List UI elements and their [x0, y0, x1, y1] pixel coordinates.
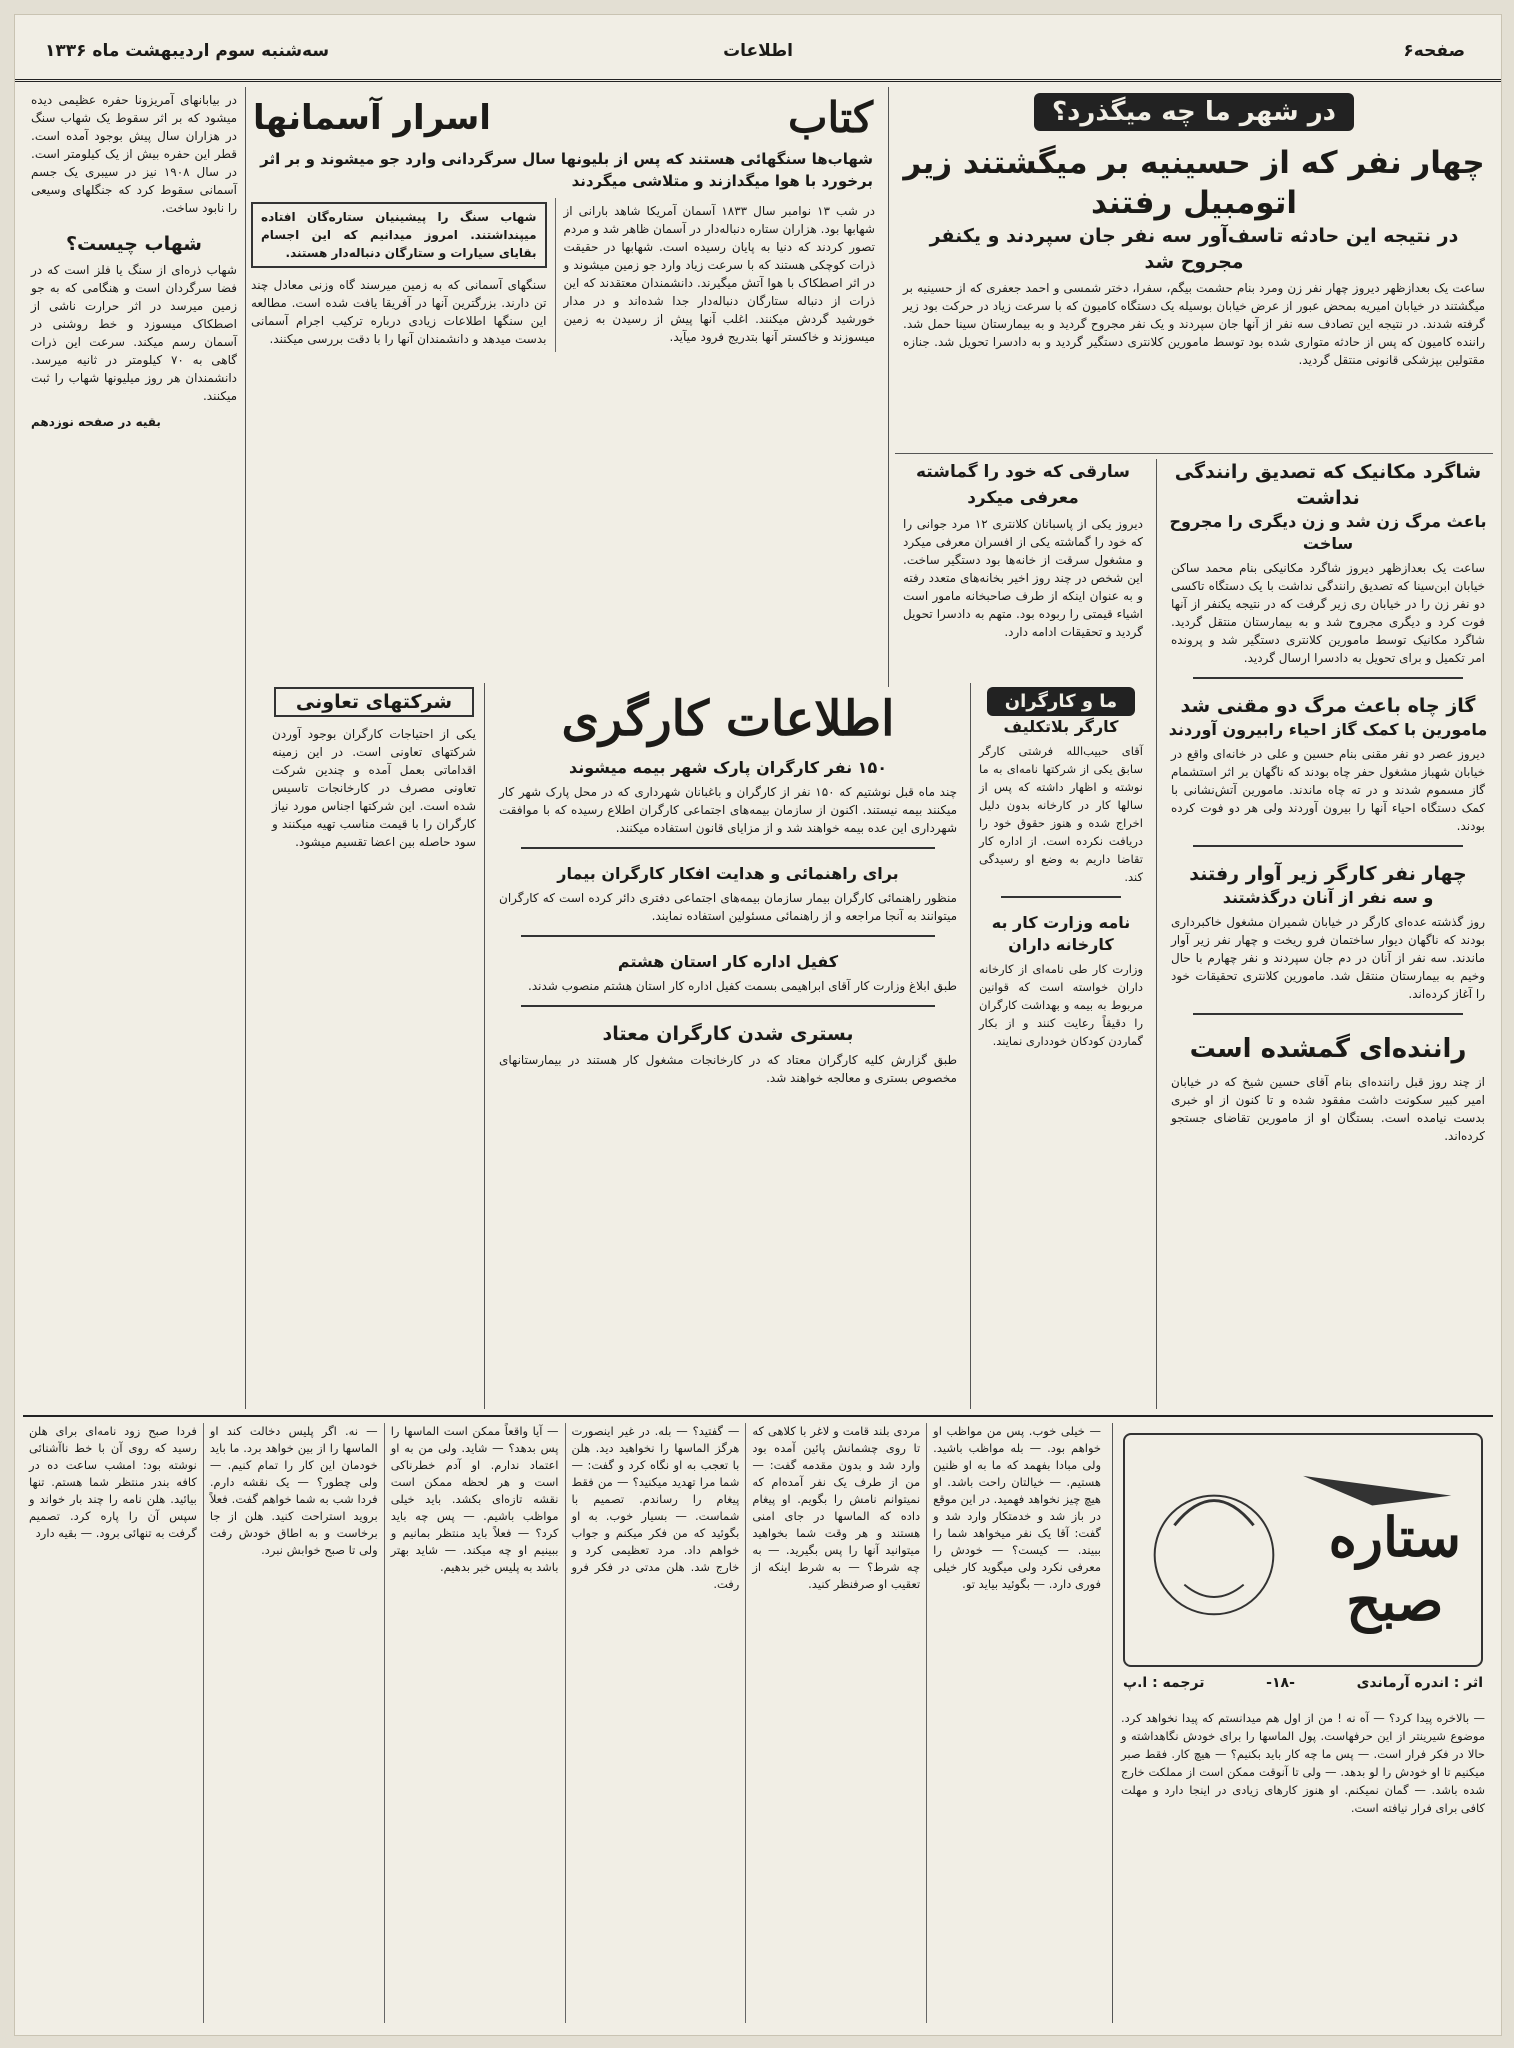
labor-lead-headline: ۱۵۰ نفر کارگران پارک شهر بیمه میشوند [569, 758, 887, 777]
labor-worker-column [970, 683, 1151, 1409]
accident-headline: چهار نفر که از حسینیه بر میگشتند زیر اتومبیل رفتند [903, 145, 1485, 221]
apprentice-column [1163, 459, 1493, 1409]
serial-col-1: — خیلی خوب. پس من مواظب او خواهم بود. — بله مواظب باشید. ولی مبادا بفهمد که ما به او ظنین هستیم. — خیالتان راحت باشد. او هیچ چیز نخواهد فهمید. در این موقع در باز شد و خدمتکار وارد شد و گفت: آقا یک نفر میخواهد شما را ببیند. — کیست؟ — خودش را معرفی نکرد ولی میگوید کار خیلی فوری دارد. — بگوئید بیاید تو. [926, 1423, 1107, 2023]
sky-box: شهاب سنگ را پیشینیان ستاره‌گان افتاده میپنداشتند. امروز میدانیم که این اجسام بقایای سیارات و ستارگان دنباله‌دار هستند. [251, 202, 547, 268]
serial-section [23, 1423, 1493, 2023]
thief-body: دیروز یکی از پاسبانان کلانتری ۱۲ مرد جوانی را که خود را گماشته یکی از افسران معرفی میکرد و مشغول سرقت از خانه‌ها بود دستگیر ساخت. این شخص در چند روز اخیر بخانه‌های متعدد رفته و به عنوان اینکه از طرف صاحبخانه مامور است اشیاء قیمتی را ربوده بود. متهم به دادسرا تحویل گردید و تحقیقات ادامه دارد. [903, 517, 1143, 639]
coop-body: یکی از احتیاجات کارگران بوجود آوردن شرکتهای تعاونی است. در این زمینه اقداماتی بعمل آمده و چندین شرکت تعاونی مصرف در کارخانجات تاسیس شده است. این شرکتها اجناس مورد نیاز کارگران را با قیمت مناسب تهیه میکنند و سود حاصله بین اعضا تقسیم میشود. [272, 727, 476, 849]
what-headline: شهاب چیست؟ [66, 233, 202, 255]
coop-headline: شرکتهای تعاونی [274, 687, 474, 717]
serial-logo-line1: ستاره [1328, 1505, 1461, 1569]
sky-body: در شب ۱۳ نوامبر سال ۱۸۳۳ آسمان آمریکا شاهد بارانی از شهابها بود. هزاران ستاره دنباله‌دار در آسمان ظاهر شد و مردم تصور کردند که دنیا به پایان رسیده است. شهابها در حقیقت ذرات کوچکی هستند که با سرعت زیاد وارد جو زمین میشوند و در اثر اصطکاک با هوا آتش میگیرند. دانشمندان معتقدند که این ذرات از دنباله ستارگان دنباله‌دار جدا شده‌اند و در مدار خورشید گردش میکنند. اغلب آنها پیش از رسیدن به زمین میسوزند و خاکستر آنها بتدریج فرود میآید. [555, 198, 884, 352]
workers-headline: چهار نفر کارگر زیر آوار رفتند [1189, 863, 1467, 885]
bed-body: طبق گزارش کلیه کارگران معتاد که در کارخانجات مشغول کار هستند در بیمارستانهای مخصوص بستری و معالجه خواهند شد. [499, 1053, 957, 1085]
accident-subheadline: در نتیجه این حادثه تاسف‌آور سه نفر جان سپردند و یکنفر مجروح شد [929, 225, 1459, 273]
issue-date: سه‌شنبه سوم اردیبهشت ماه ۱۳۳۶ [45, 41, 330, 61]
page-header [15, 15, 1501, 82]
newspaper-page [14, 14, 1502, 2036]
serial-number: -۱۸- [1266, 1675, 1295, 1691]
worker-body: آقای حبیب‌الله فرشتی کارگر سابق یکی از شرکتها نامه‌ای به ما نوشته و اظهار داشته که پس از سالها کار در کارخانه بدون دلیل اخراج شده و هنوز حقوق خود را دریافت نکرده است. از اداره کار تقاضا داریم به وضع او رسیدگی کند. [979, 744, 1143, 884]
divider [23, 1415, 1493, 1417]
sky-left-body: در بیابانهای آمریزونا حفره عظیمی دیده میشود که بر اثر سقوط یک شهاب سنگ در هزاران سال پیش بوجود آمده است. قطر این حفره بیش از یک کیلومتر است. در سال ۱۹۰۸ نیز در سیبری یک جسم آسمانی سقوط کرد که جنگلهای وسیعی را نابود ساخت. [31, 93, 237, 215]
labor-main [491, 683, 965, 1409]
workers-body: روز گذشته عده‌ای کارگر در خیابان شمیران مشغول خاکبرداری بودند که ناگهان دیوار ساختمان فرو ریخت و چهار نفر زیر آوار ماندند. سه نفر از آنان در دم جان سپردند و نفر چهارم با حال وخیم به بیمارستان منتقل شد. مامورین کلانتری تحقیقات خود را آغاز کرده‌اند. [1171, 915, 1485, 1001]
serial-col-3: — گفتید؟ — بله. در غیر اینصورت هرگز الماسها را نخواهید دید. هلن با تعجب به او نگاه کرد و گفت: — شما مرا تهدید میکنید؟ — من فقط پیغام را رساندم. تصمیم با شماست. — بسیار خوب. به او بگوئید که من فکر میکنم و جواب خواهم داد. مرد تعظیمی کرد و خارج شد. هلن مدتی در فکر فرو رفت. [565, 1423, 746, 2023]
gas-body: دیروز عصر دو نفر مقنی بنام حسین و علی در خانه‌ای واقع در خیابان شهباز مشغول حفر چاه بودند که ناگهان بر اثر استشمام گاز مسموم شدند و در ته چاه ماندند. مامورین آتش‌نشانی با کمک دستگاه احیاء آنها را بیرون آوردند ولی هر دو فوت کرده بودند. [1171, 747, 1485, 833]
driver-headline: راننده‌ای گمشده است [1189, 1034, 1467, 1064]
labor-lead-body: چند ماه قبل نوشتیم که ۱۵۰ نفر از کارگران و باغبانان شهرداری که در محل پارک شهر کار میکنند بیمه نیستند. اکنون از سازمان بیمه‌های اجتماعی کارگران اطلاع رسیده که با موافقت شهرداری این عده بیمه خواهند شد و از مزایای قانون استفاده میکنند. [499, 785, 957, 835]
thief-story [895, 459, 1151, 679]
coop-section [264, 683, 485, 1409]
serial-logo-line2: صبح [1346, 1569, 1444, 1633]
serial-author: اثر : اندره آرماندی [1356, 1675, 1483, 1691]
bed-headline: بستری شدن کارگران معتاد [602, 1023, 854, 1045]
sky-body2: سنگهای آسمانی که به زمین میرسند گاه وزنی معادل چند تن دارند. بزرگترین آنها در آفریقا یافت شده است. مطالعه این سنگها اطلاعات زیادی درباره ترکیب اجرام آسمانی بدست میدهد و دانشمندان آنها را با دقت بررسی میکنند. [251, 278, 547, 346]
masthead: اطلاعات [723, 41, 793, 61]
sick-body: منظور راهنمائی کارگران بیمار سازمان بیمه‌های اجتماعی دفتری دائر کرده است که کارگران میتوانند به آنجا مراجعه و از راهنمائی مسئولین استفاده نمایند. [499, 891, 957, 923]
what-body: شهاب ذره‌ای از سنگ یا فلز است که در فضا سرگردان است و هنگامی که به جو زمین میرسد در اثر حرارت ناشی از اصطکاک میسوزد و خط روشنی در آسمان رسم میکند. سرعت این ذرات گاهی به ۷۰ کیلومتر در ثانیه میرسد. دانشمندان هر روز میلیونها شهاب را ثبت میکنند. [31, 263, 237, 403]
accident-body: ساعت یک بعدازظهر دیروز چهار نفر زن ومرد بنام حشمت بیگم، سفرا، دختر شمسی و احمد جعفری که از حسینیه بر میگشتند در خیابان امیریه بمحض عبور از عرض خیابان بوسیله یک دستگاه کامیون که با سرعت زیاد در حرکت بود زیر گرفته شدند. در نتیجه این تصادف سه نفر از آنها جان سپردند و یک نفر مجروح گردید و به بیمارستان سینا حمل شد. راننده کامیون که پس از حادثه متواری شده بود توسط مامورین کلانتری دستگیر گردید و به دادسرا تحویل شد. جنازه مقتولین بپزشکی قانونی منتقل گردید. [903, 281, 1485, 367]
divider [888, 87, 889, 687]
serial-col-0: — بالاخره پیدا کرد؟ — آه نه ! من از اول هم میدانستم که پیدا نخواهد کرد. موضوع شیرینتر از این حرفهاست. پول الماسها را برای خودش نگاهداشته و حالا در فکر فرار است. — پس ما چه کار باید بکنیم؟ — هیچ کار. فقط صبر میکنیم تا او خودش را لو بدهد. — ولی تا آنوقت ممکن است از مملکت خارج شده باشد. — گمان نمیکنم. او هنوز کارهای زیادی در اینجا دارد و مهلت کافی برای فرار نیافته است. [1121, 1711, 1485, 1815]
apprentice-body: ساعت یک بعدازظهر دیروز شاگرد مکانیکی بنام محمد ساکن خیابان ابن‌سینا که تصدیق رانندگی نداشت با یک دستگاه تاکسی دو نفر زن را در خیابان ری زیر گرفت که در نتیجه یکنفر از آنها فوت کرد و دیگری مجروح شد و به بیمارستان منتقل گردید. شاگرد مکانیک توسط مامورین کلانتری دستگیر شد و پرونده امر تکمیل و برای تحویل به دادسرا ارسال گردید. [1171, 561, 1485, 665]
serial-col-2: مردی بلند قامت و لاغر با کلاهی که تا روی چشمانش پائین آمده بود وارد شد و بدون مقدمه گفت: — من از طرف یک نفر آمده‌ام که نمیتوانم نامش را بگویم. او پیغام داده که الماسها در جای امنی هستند و هر وقت شما بخواهید میتوانید آنها را پس بگیرید. — به چه شرط؟ — به شرط اینکه از تعقیب او صرفنظر کنید. [745, 1423, 926, 2023]
sky-article [243, 87, 883, 683]
city-news [895, 87, 1493, 447]
apprentice-sub: باعث مرگ زن شد و زن دیگری را مجروح ساخت [1169, 512, 1487, 553]
sick-headline: برای راهنمائی و هدایت افکار کارگران بیمار [557, 864, 899, 883]
office-headline: کفیل اداره کار استان هشتم [617, 952, 839, 971]
driver-body: از چند روز قبل راننده‌ای بنام آقای حسین شیخ که در خیابان امیر کبیر سکونت داشت مفقود شده و تا کنون از او خبری بدست نیامده است. بستگان او از مامورین تقاضای جستجو کرده‌اند. [1171, 1075, 1485, 1143]
labor-title: اطلاعات کارگری [561, 691, 895, 747]
serial-logo-illustration [1123, 1433, 1483, 1667]
thief-headline: سارقی که خود را گماشته معرفی میکرد [916, 462, 1130, 508]
minister-body: وزارت کار طی نامه‌ای از کارخانه داران خواسته است که قوانین مربوط به بیمه و بهداشت کارگران را دقیقاً رعایت کنند و از بکار گماردن کودکان خودداری نمایند. [979, 962, 1143, 1048]
divider [895, 453, 1493, 454]
book-logo: کتاب [787, 93, 873, 142]
labor-section [491, 683, 1151, 1409]
gas-headline: گاز چاه باعث مرگ دو مقنی شد [1180, 695, 1476, 717]
serial-logo-area [1112, 1423, 1493, 2023]
serial-col-6: فردا صبح زود نامه‌ای برای هلن رسید که روی آن با خط ناآشنائی نوشته بود: امشب ساعت ده در کافه بندر منتظر شما هستم. تنها بیائید. هلن نامه را چند بار خواند و سپس آن را پاره کرد. تصمیم گرفت به تنهائی برود. — بقیه دارد [29, 1424, 197, 1540]
page-number: صفحه۶ [1403, 41, 1465, 61]
worker-headline: کارگر بلاتکلیف [1003, 717, 1119, 736]
workers-sub: و سه نفر از آنان درگذشتند [1222, 888, 1434, 907]
apprentice-headline: شاگرد مکانیک که تصدیق رانندگی نداشت [1174, 461, 1482, 509]
sky-title: اسرار آسمانها [253, 97, 491, 138]
sky-left-column [23, 87, 246, 1409]
divider [1156, 459, 1157, 1409]
labor-tag: ما و کارگران [987, 687, 1135, 716]
city-banner: در شهر ما چه میگذرد؟ [1034, 93, 1354, 131]
serial-col-4: — آیا واقعاً ممکن است الماسها را پس بدهد؟ — شاید. ولی من به او اعتماد ندارم. او آدم خطرناکی است و هر لحظه ممکن است نقشه تازه‌ای بکشد. باید خیلی مواظب باشیم. — پس چه باید کرد؟ — فعلاً باید منتظر بمانیم و ببینیم او چه میکند. — شاید بهتر باشد به پلیس خبر بدهیم. [384, 1423, 565, 2023]
gas-sub: مامورین با کمک گاز احیاء رابیرون آوردند [1168, 720, 1488, 739]
serial-translator: ترجمه : ا.پ [1123, 1675, 1205, 1691]
continued-note: بقیه در صفحه نوزدهم [31, 415, 161, 429]
minister-headline: نامه وزارت کار به کارخانه داران [991, 913, 1131, 954]
office-body: طبق ابلاغ وزارت کار آقای ابراهیمی بسمت کفیل اداره کار استان هشتم منصوب شدند. [528, 979, 957, 993]
serial-col-5: — نه. اگر پلیس دخالت کند او الماسها را از بین خواهد برد. ما باید خودمان این کار را تمام کنیم. — ولی چطور؟ — یک نقشه دارم. فردا شب به شما خواهم گفت. فعلاً بروید استراحت کنید. هلن از جا برخاست و به اطاق خودش رفت ولی تا صبح خوابش نبرد. [203, 1423, 384, 2023]
sky-subtitle: شهاب‌ها سنگهائی هستند که پس از بلیونها سال سرگردانی وارد جو میشوند و بر اثر برخورد با هوا میگدازند و متلاشی میگردند [260, 150, 873, 190]
